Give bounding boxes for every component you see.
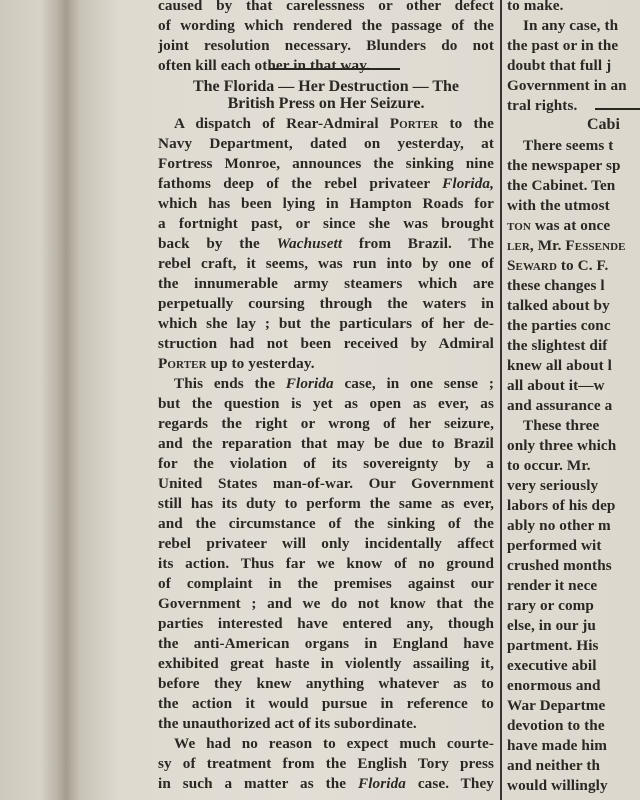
text-segment: up to yesterday. — [206, 355, 315, 372]
text-line — [507, 456, 640, 476]
text-line — [507, 516, 640, 536]
text-segment: all about it—w — [507, 377, 605, 394]
text-segment: but the question is yet as open as ever, as — [158, 395, 494, 412]
text-segment: tral rights. — [507, 97, 578, 114]
text-line — [507, 296, 640, 316]
text-segment: these changes l — [507, 277, 605, 294]
text-line — [158, 374, 494, 394]
text-line — [158, 16, 494, 36]
text-line — [158, 354, 494, 374]
text-segment: with the utmost — [507, 197, 610, 214]
text-line — [158, 154, 494, 174]
text-line — [158, 754, 494, 774]
text-line — [158, 294, 494, 314]
text-line — [158, 56, 494, 76]
text-line — [507, 376, 640, 396]
text-segment: regards the right or wrong of her seizure, — [158, 415, 494, 432]
text-segment: from Brazil. The — [342, 235, 494, 252]
text-line — [158, 0, 494, 16]
text-segment: There seems t — [523, 137, 614, 154]
text-line — [158, 494, 494, 514]
text-line — [507, 636, 640, 656]
text-segment: the newspaper sp — [507, 157, 621, 174]
text-segment: Florida — [358, 775, 406, 792]
text-segment: the anti-American organs in England have — [158, 635, 494, 652]
text-line — [507, 176, 640, 196]
text-segment: talked about by — [507, 297, 610, 314]
text-line — [158, 334, 494, 354]
text-line — [507, 216, 640, 236]
text-segment: and the reparation that may be due to Brazil — [158, 435, 494, 452]
right-column — [507, 0, 640, 800]
text-segment: caused by that carelessness or other defect — [158, 0, 494, 14]
text-segment: in such a matter as the — [158, 775, 358, 792]
text-line — [158, 514, 494, 534]
section-heading: Cabi — [587, 116, 620, 133]
text-segment: and assurance a — [507, 397, 613, 414]
text-segment: crushed months — [507, 557, 612, 574]
text-line — [158, 214, 494, 234]
text-line — [158, 234, 494, 254]
text-segment: Fessende — [565, 237, 626, 254]
text-segment: labors of his dep — [507, 497, 616, 514]
text-segment: case. They — [405, 775, 494, 792]
text-segment: only three which — [507, 437, 617, 454]
text-segment: , Mr. — [529, 237, 566, 254]
text-segment: parties interested have entered any, though — [158, 615, 494, 632]
main-column — [158, 0, 494, 800]
text-segment: the unauthorized act of its subordinate. — [158, 715, 417, 732]
text-line — [158, 674, 494, 694]
text-line — [507, 656, 640, 676]
text-line — [507, 436, 640, 456]
text-segment: rary or comp — [507, 597, 594, 614]
text-segment: to make. — [507, 0, 564, 14]
text-segment: the Cabinet. Ten — [507, 177, 616, 194]
text-line — [158, 194, 494, 214]
text-line — [507, 496, 640, 516]
text-segment: to occur. Mr. — [507, 457, 591, 474]
text-line — [158, 694, 494, 714]
text-segment: which has been lying in Hampton Roads for — [158, 195, 494, 212]
text-segment: of wording which rendered the passage of the — [158, 17, 494, 34]
text-segment: to the — [438, 115, 494, 132]
text-segment: Florida — [285, 375, 334, 392]
text-segment: was at once — [530, 217, 611, 234]
text-segment: Government in an — [507, 77, 627, 94]
text-segment: the past or in the — [507, 37, 619, 54]
text-line — [507, 136, 640, 156]
text-segment: Porter — [158, 355, 207, 372]
text-line — [158, 594, 494, 614]
text-line — [158, 254, 494, 274]
text-line — [507, 696, 640, 716]
text-line — [507, 276, 640, 296]
text-line — [507, 36, 640, 56]
text-line — [158, 534, 494, 554]
text-line — [507, 236, 640, 256]
text-line — [507, 0, 640, 16]
text-line — [507, 56, 640, 76]
text-line — [158, 36, 494, 56]
text-line — [158, 554, 494, 574]
text-segment: ler — [507, 237, 530, 254]
text-segment: Government ; and we do not know that the — [158, 595, 494, 612]
headline-line-1: The Florida — Her Destruction — The — [192, 78, 460, 95]
text-segment: We had no reason to expect much courte- — [174, 735, 494, 752]
text-segment: still has its duty to perform the same as ever, — [158, 495, 494, 512]
text-segment: for the violation of its sovereignty by a — [158, 455, 494, 472]
text-segment: else, in our ju — [507, 617, 596, 634]
text-line — [158, 134, 494, 154]
text-line — [507, 616, 640, 636]
text-segment: This ends the — [174, 375, 286, 392]
text-line — [158, 654, 494, 674]
text-segment: rebel craft, it seems, was run into by one of — [158, 255, 494, 272]
text-line — [158, 454, 494, 474]
text-line — [158, 614, 494, 634]
text-segment: In any case, th — [523, 17, 619, 34]
text-segment: before they knew anything whatever as to — [158, 675, 494, 692]
text-line — [158, 734, 494, 754]
text-segment: Seward — [507, 257, 557, 274]
text-segment: Navy Department, dated on yesterday, at — [158, 135, 494, 152]
text-line — [507, 776, 640, 796]
text-line — [507, 536, 640, 556]
text-line — [507, 716, 640, 736]
text-segment: the slightest dif — [507, 337, 608, 354]
text-segment: fathoms deep of the rebel privateer — [158, 175, 443, 192]
text-line — [158, 174, 494, 194]
text-segment: enormous and — [507, 677, 601, 694]
text-segment: ably no other m — [507, 517, 611, 534]
text-segment: rebel privateer will only incidentally affect — [158, 535, 494, 552]
text-segment: often kill each other in that way. — [158, 57, 370, 74]
text-segment: sy of treatment from the English Tory press — [158, 755, 494, 772]
text-line — [507, 16, 640, 36]
text-segment: A dispatch of Rear-Admiral — [174, 115, 390, 132]
text-line — [507, 336, 640, 356]
text-segment: executive abil — [507, 657, 597, 674]
text-segment: United States man-of-war. Our Government — [158, 475, 494, 492]
text-line — [158, 574, 494, 594]
text-segment: struction had not been received by Admiral — [158, 335, 494, 352]
text-line — [158, 274, 494, 294]
text-line — [158, 714, 494, 734]
text-line — [158, 314, 494, 334]
text-segment: joint resolution necessary. Blunders do not — [158, 37, 494, 54]
text-line — [507, 256, 640, 276]
adjacent-page-edge — [0, 0, 58, 800]
column-rule — [500, 0, 502, 800]
text-segment: knew all about l — [507, 357, 612, 374]
text-line — [507, 156, 640, 176]
text-line — [158, 434, 494, 454]
text-segment: its action. Thus far we know of no ground — [158, 555, 494, 572]
text-segment: exhibited great haste in violently assailing it, — [158, 655, 494, 672]
text-segment: a fortnight past, or since she was brought — [158, 215, 494, 232]
text-segment: and the circumstance of the sinking of the — [158, 515, 494, 532]
text-line — [507, 416, 640, 436]
text-segment: doubt that full j — [507, 57, 612, 74]
text-line — [507, 756, 640, 776]
text-segment: perpetually coursing through the waters in — [158, 295, 494, 312]
text-line — [507, 576, 640, 596]
headline-line-2: British Press on Her Seizure. — [227, 95, 425, 112]
text-segment: the action it would pursue in reference to — [158, 695, 494, 712]
text-segment: ton — [507, 217, 531, 234]
text-line — [158, 774, 494, 794]
text-line — [507, 556, 640, 576]
text-segment: partment. His — [507, 637, 599, 654]
text-segment: of complaint in the premises against our — [158, 575, 494, 592]
text-segment: would willingly — [507, 777, 608, 794]
text-line — [507, 76, 640, 96]
text-line — [507, 316, 640, 336]
text-line — [507, 596, 640, 616]
text-line — [507, 196, 640, 216]
text-segment: very seriously — [507, 477, 599, 494]
text-segment: the parties conc — [507, 317, 611, 334]
text-line — [507, 396, 640, 416]
text-segment: Florida, — [442, 175, 494, 192]
text-line — [158, 474, 494, 494]
text-line — [507, 676, 640, 696]
text-segment: have made him — [507, 737, 608, 754]
text-line — [507, 736, 640, 756]
text-segment: War Departme — [507, 697, 606, 714]
text-segment: performed wit — [507, 537, 602, 554]
text-segment: render it nece — [507, 577, 598, 594]
text-segment: and neither th — [507, 757, 601, 774]
text-segment: Porter — [389, 115, 439, 132]
text-segment: to C. F. — [557, 257, 609, 274]
text-segment: Fortress Monroe, announces the sinking nine — [158, 155, 494, 172]
text-segment: These three — [523, 417, 600, 434]
text-line — [507, 356, 640, 376]
text-segment: back by the — [158, 235, 277, 252]
text-line — [507, 96, 640, 116]
text-line — [507, 476, 640, 496]
text-line — [158, 414, 494, 434]
text-line — [158, 114, 494, 134]
text-segment: which she lay ; but the particulars of her de- — [158, 315, 494, 332]
text-line — [158, 634, 494, 654]
text-segment: Wachusett — [276, 235, 343, 252]
text-line — [158, 394, 494, 414]
text-segment: devotion to the — [507, 717, 605, 734]
text-segment: the innumerable army steamers which are — [158, 275, 494, 292]
text-segment: case, in one sense ; — [333, 375, 494, 392]
